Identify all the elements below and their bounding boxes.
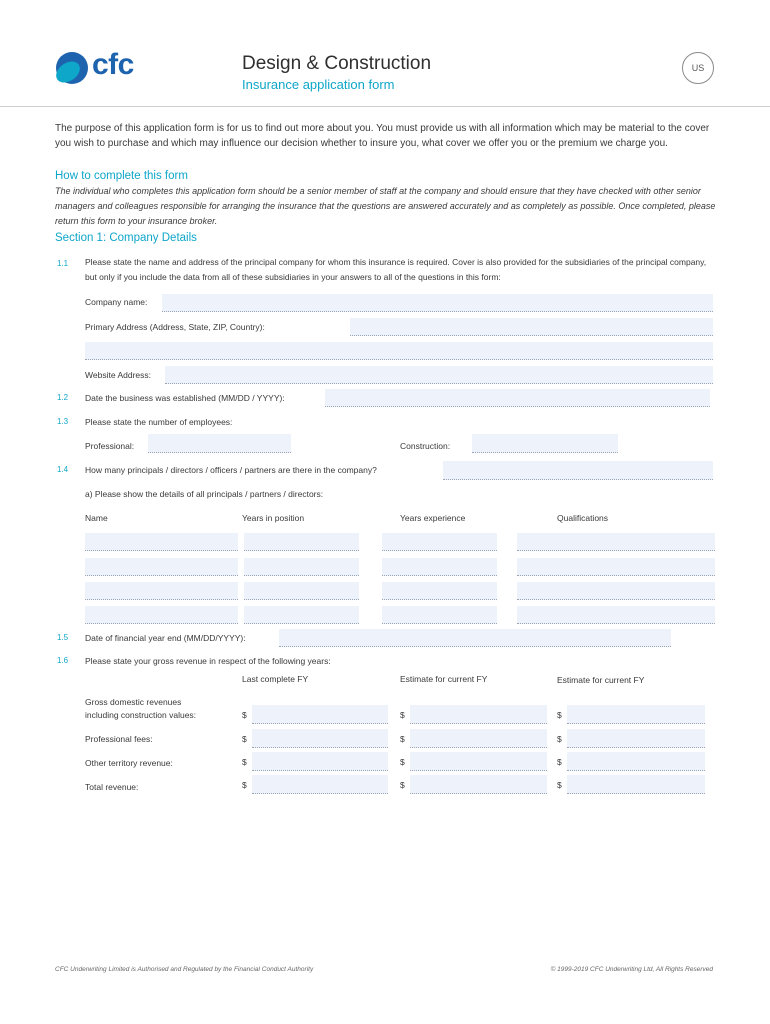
professional-employees-field[interactable] (148, 434, 291, 453)
principal-row4-qualifications[interactable] (517, 606, 715, 624)
total-revenue-estimate1-field[interactable] (410, 775, 547, 794)
gross-domestic-estimate1-field[interactable] (410, 705, 547, 724)
principal-row2-name[interactable] (85, 558, 238, 576)
other-territory-last-fy-field[interactable] (252, 752, 388, 771)
address-field-line1[interactable] (350, 318, 713, 336)
principal-row4-years-experience[interactable] (382, 606, 497, 624)
footer-regulation: CFC Underwriting Limited is Authorised and Regulated by the Financial Conduct Authority (55, 966, 314, 973)
company-name-label: Company name: (85, 297, 148, 307)
currency-symbol: $ (400, 757, 405, 767)
currency-symbol: $ (557, 710, 562, 720)
website-field[interactable] (165, 366, 713, 384)
revenue-col-last-fy: Last complete FY (242, 674, 309, 684)
principal-row4-name[interactable] (85, 606, 238, 624)
financial-year-end-field[interactable] (279, 629, 671, 647)
currency-symbol: $ (400, 710, 405, 720)
gross-domestic-label-line2: including construction values: (85, 710, 197, 720)
how-to-text: The individual who completes this application form should be a senior member of staff at the company and should ensure that they have checked with other senior managers and colleagues responsible for arranging the insurance that the questions are answered accurately and as completely as possible. Once completed, please return this form to your insurance broker. (55, 186, 716, 226)
currency-symbol: $ (557, 757, 562, 767)
other-territory-label: Other territory revenue: (85, 758, 173, 768)
principal-row2-years-experience[interactable] (382, 558, 497, 576)
q1-2-number: 1.2 (57, 393, 69, 402)
website-label: Website Address: (85, 370, 151, 380)
currency-symbol: $ (557, 734, 562, 744)
q1-6-text: Please state your gross revenue in respect of the following years: (85, 656, 331, 666)
principals-col-name: Name (85, 513, 108, 523)
cfc-logo-mark-icon (54, 50, 90, 86)
gross-domestic-label-line1: Gross domestic revenues (85, 697, 182, 707)
total-revenue-label: Total revenue: (85, 782, 139, 792)
professional-label: Professional: (85, 441, 135, 451)
other-territory-estimate2-field[interactable] (567, 752, 705, 771)
company-name-field[interactable] (162, 294, 713, 312)
q1-4-number: 1.4 (57, 465, 69, 474)
q1-3-number: 1.3 (57, 417, 69, 426)
currency-symbol: $ (400, 734, 405, 744)
principal-row1-name[interactable] (85, 533, 238, 551)
footer-copyright: © 1999-2019 CFC Underwriting Ltd, All Rights Reserved (550, 966, 713, 973)
principal-row3-name[interactable] (85, 582, 238, 600)
gross-domestic-last-fy-field[interactable] (252, 705, 388, 724)
principal-row3-years-experience[interactable] (382, 582, 497, 600)
currency-symbol: $ (242, 757, 247, 767)
intro-paragraph: The purpose of this application form is for us to find out more about you. You must provide us with all information which may be material to the cover you wish to purchase and which may influence our decision whether to insure you, what cover we offer you or the premium we charge you. (55, 123, 710, 149)
principals-count-field[interactable] (443, 461, 713, 480)
construction-label: Construction: (400, 441, 451, 451)
cfc-logo (54, 48, 154, 88)
currency-symbol: $ (557, 780, 562, 790)
principals-col-years-position: Years in position (242, 513, 305, 523)
q1-3-text: Please state the number of employees: (85, 417, 233, 427)
principal-row1-years-position[interactable] (244, 533, 359, 551)
region-badge: US (682, 52, 714, 84)
principal-row4-years-position[interactable] (244, 606, 359, 624)
principals-col-qualifications: Qualifications (557, 513, 609, 523)
q1-1-number: 1.1 (57, 259, 69, 268)
currency-symbol: $ (242, 734, 247, 744)
principal-row3-qualifications[interactable] (517, 582, 715, 600)
revenue-col-estimate-current-2: Estimate for current FY (557, 675, 645, 685)
how-to-heading: How to complete this form (55, 170, 188, 182)
q1-1-text: Please state the name and address of the principal company for whom this insurance is required. Cover is also provided for the subsidiaries of the principal company, but only if you include the data from all of these subsidiaries in your answers to all of the questions in this form: (85, 257, 707, 282)
address-field-line2[interactable] (85, 342, 713, 360)
gross-domestic-estimate2-field[interactable] (567, 705, 705, 724)
q1-5-text: Date of financial year end (MM/DD/YYYY): (85, 633, 246, 643)
professional-fees-estimate1-field[interactable] (410, 729, 547, 748)
q1-6-number: 1.6 (57, 656, 69, 665)
other-territory-estimate1-field[interactable] (410, 752, 547, 771)
total-revenue-estimate2-field[interactable] (567, 775, 705, 794)
address-label: Primary Address (Address, State, ZIP, Country): (85, 322, 265, 332)
currency-symbol: $ (242, 780, 247, 790)
total-revenue-last-fy-field[interactable] (252, 775, 388, 794)
construction-employees-field[interactable] (472, 434, 618, 453)
logo-text: cfc (92, 48, 134, 81)
section1-heading: Section 1: Company Details (55, 232, 197, 244)
principal-row2-qualifications[interactable] (517, 558, 715, 576)
professional-fees-estimate2-field[interactable] (567, 729, 705, 748)
q1-4a-text: a) Please show the details of all principals / partners / directors: (85, 489, 324, 499)
q1-5-number: 1.5 (57, 633, 69, 642)
currency-symbol: $ (242, 710, 247, 720)
q1-4-text: How many principals / directors / officers / partners are there in the company? (85, 465, 377, 475)
principal-row2-years-position[interactable] (244, 558, 359, 576)
revenue-col-estimate-current-1: Estimate for current FY (400, 674, 488, 684)
principals-col-years-experience: Years experience (400, 513, 466, 523)
professional-fees-label: Professional fees: (85, 734, 153, 744)
professional-fees-last-fy-field[interactable] (252, 729, 388, 748)
page-subtitle: Insurance application form (242, 77, 395, 92)
page-title: Design & Construction (242, 53, 432, 74)
q1-2-text: Date the business was established (MM/DD / YYYY): (85, 393, 285, 403)
principal-row3-years-position[interactable] (244, 582, 359, 600)
header-divider (0, 106, 770, 107)
principal-row1-qualifications[interactable] (517, 533, 715, 551)
principal-row1-years-experience[interactable] (382, 533, 497, 551)
currency-symbol: $ (400, 780, 405, 790)
established-date-field[interactable] (325, 389, 710, 407)
